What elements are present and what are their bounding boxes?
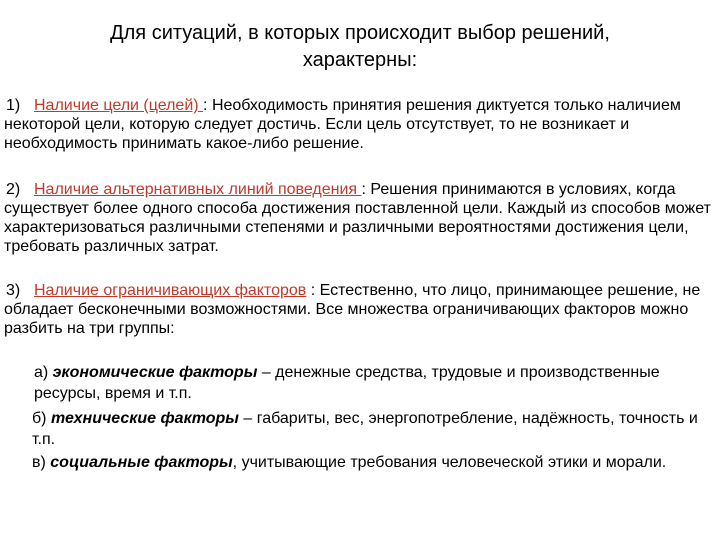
item-body	[4, 96, 714, 153]
factor-name: технические факторы	[50, 410, 239, 427]
item-text: : Решения принимаются в условиях, когда существует более одного способа достижения поставленной цели. Каждый из способов может характеризоваться различными степенями и различными вероятностями достижения цели, требовать различных затрат.	[4, 181, 711, 255]
title-line-2: характерны:	[302, 49, 418, 71]
factor-name: социальные факторы	[50, 454, 233, 471]
title-line-1: Для ситуаций, в которых происходит выбор решений,	[110, 22, 610, 44]
list-item-1	[6, 96, 714, 153]
list-item-2	[6, 180, 714, 256]
factor-text: – габариты, вес, энергопотребление, надёжность, точность и т.п.	[32, 410, 698, 448]
factor-social	[32, 452, 712, 473]
item-number: 2)	[6, 181, 21, 198]
item-number: 3)	[6, 282, 21, 299]
item-body	[4, 180, 714, 256]
item-text: : Необходимость принятия решения диктуется только наличием некоторой цели, которую следует достичь. Если цель отсутствует, то не возникает и необходимость принимать какое-либо решение.	[4, 97, 681, 152]
slide-title	[40, 20, 680, 74]
factor-prefix: в)	[32, 454, 51, 471]
factor-text: – денежные средства, трудовые и производственные ресурсы, время и т.п.	[34, 364, 660, 402]
factor-name: экономические факторы	[52, 364, 258, 381]
item-body	[4, 281, 714, 338]
item-number: 1)	[6, 97, 21, 114]
factor-prefix: а)	[34, 364, 53, 381]
factor-economic	[34, 362, 714, 404]
item-term: Наличие ограничивающих факторов	[34, 282, 307, 299]
factor-technical	[32, 408, 712, 450]
factor-text: , учитывающие требования человеческой этики и морали.	[232, 454, 667, 471]
factor-prefix: б)	[32, 410, 51, 427]
item-term: Наличие цели (целей)	[34, 97, 204, 114]
item-term: Наличие альтернативных линий поведения	[34, 181, 362, 198]
list-item-3	[6, 281, 714, 338]
item-text: : Естественно, что лицо, принимающее решение, не обладает бесконечными возможностями. Все множества ограничивающих факторов можно разбить на три группы:	[4, 282, 701, 337]
